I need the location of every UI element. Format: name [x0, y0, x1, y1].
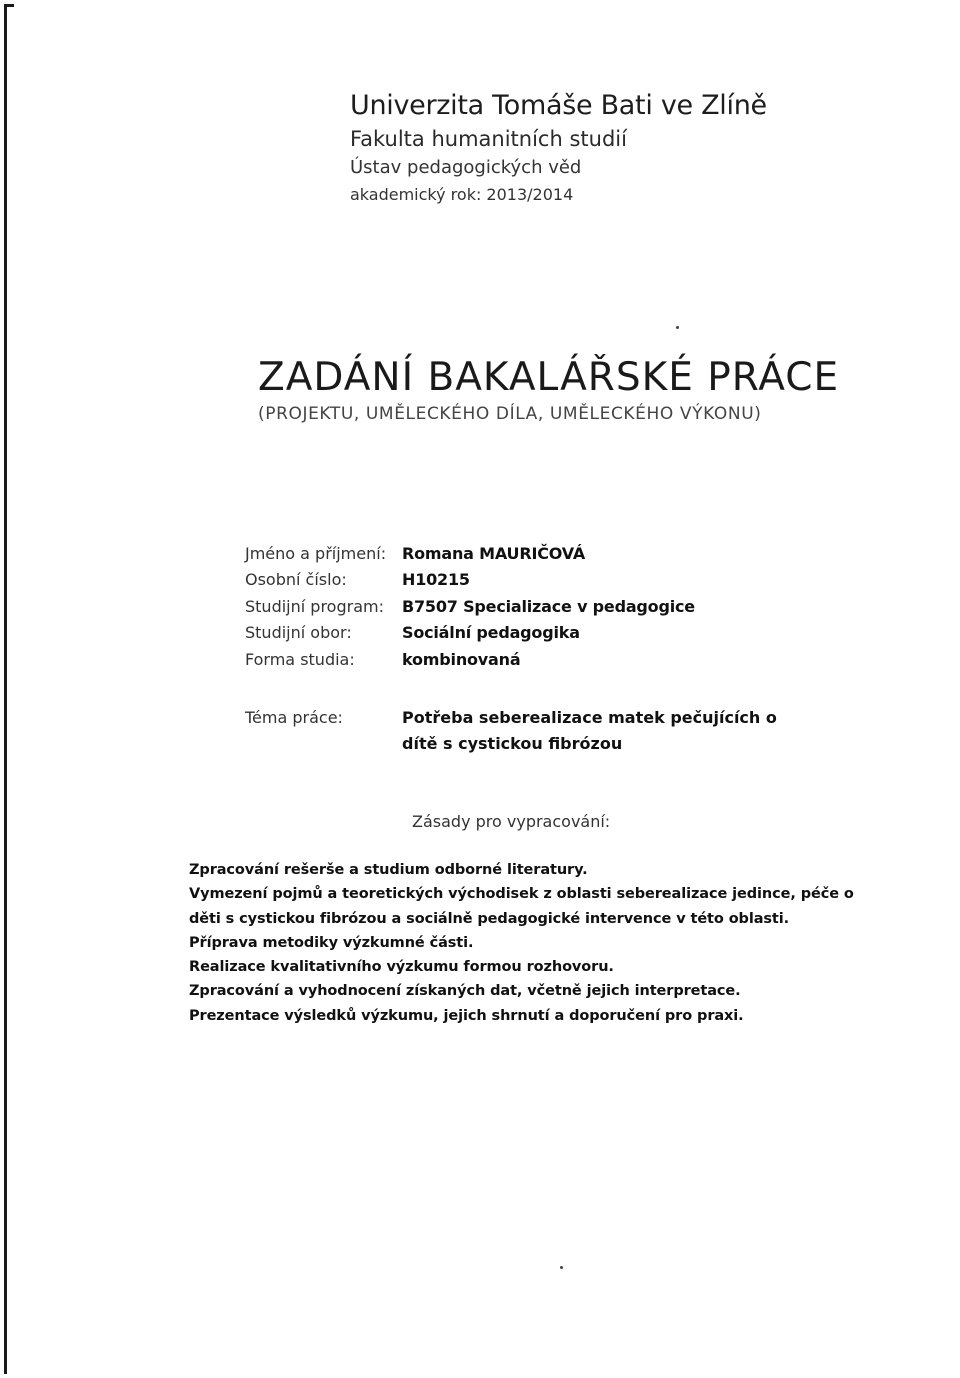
principle-item: Zpracování rešerše a studium odborné literatury. [189, 862, 588, 878]
institute-name: Ústav pedagogických věd [350, 157, 582, 178]
info-label: Jméno a příjmení: [245, 543, 387, 563]
info-value: H10215 [402, 570, 470, 590]
scan-speck [560, 1266, 563, 1269]
principle-item: Prezentace výsledků výzkumu, jejich shrnutí a doporučení pro praxi. [189, 1007, 744, 1024]
principle-item: Zpracování a vyhodnocení získaných dat, včetně jejich interpretace. [189, 983, 741, 1000]
principle-item: Realizace kvalitativního výzkumu formou rozhovoru. [189, 959, 614, 976]
scan-edge-vertical [4, 4, 7, 1374]
info-row-field [245, 620, 865, 647]
document-title: ZADÁNÍ BAKALÁŘSKÉ PRÁCE [258, 355, 840, 400]
document-subtitle: (PROJEKTU, UMĚLECKÉHO DÍLA, UMĚLECKÉHO VÝKONU) [258, 404, 762, 424]
info-row-personal-number [245, 567, 865, 594]
scan-speck [676, 326, 679, 329]
info-label: Studijní obor: [245, 623, 352, 643]
info-row-study-form [245, 646, 865, 673]
info-value: kombinovaná [402, 649, 521, 669]
academic-year: akademický rok: 2013/2014 [350, 185, 574, 204]
thesis-topic [245, 705, 865, 757]
info-row-program [245, 593, 865, 620]
principles-heading: Zásady pro vypracování: [412, 812, 611, 831]
scan-edge-mark [0, 0, 14, 1378]
info-row-name [245, 540, 865, 567]
document-header [350, 88, 910, 209]
principle-item: Vymezení pojmů a teoretických východisek z oblasti seberealizace jedince, péče o děti s cystickou fibrózou a sociálně pedagogické intervence v této oblasti. [189, 886, 854, 927]
principle-item: Příprava metodiky výzkumné části. [189, 934, 474, 951]
faculty-name: Fakulta humanitních studií [350, 127, 627, 151]
student-info [245, 540, 865, 673]
topic-value: Potřeba seberealizace matek pečujících o dítě s cystickou fibrózou [402, 708, 777, 753]
info-label: Studijní program: [245, 596, 384, 616]
info-value: Sociální pedagogika [402, 623, 580, 643]
info-value: B7507 Specializace v pedagogice [402, 596, 695, 616]
principles-list [189, 858, 889, 1028]
info-label: Forma studia: [245, 649, 355, 669]
title-block [258, 355, 858, 427]
university-name: Univerzita Tomáše Bati ve Zlíně [350, 90, 767, 121]
scan-edge-horizontal [4, 4, 14, 7]
info-value: Romana MAURIČOVÁ [402, 543, 586, 563]
info-label: Osobní číslo: [245, 570, 347, 590]
topic-label: Téma práce: [245, 708, 343, 727]
